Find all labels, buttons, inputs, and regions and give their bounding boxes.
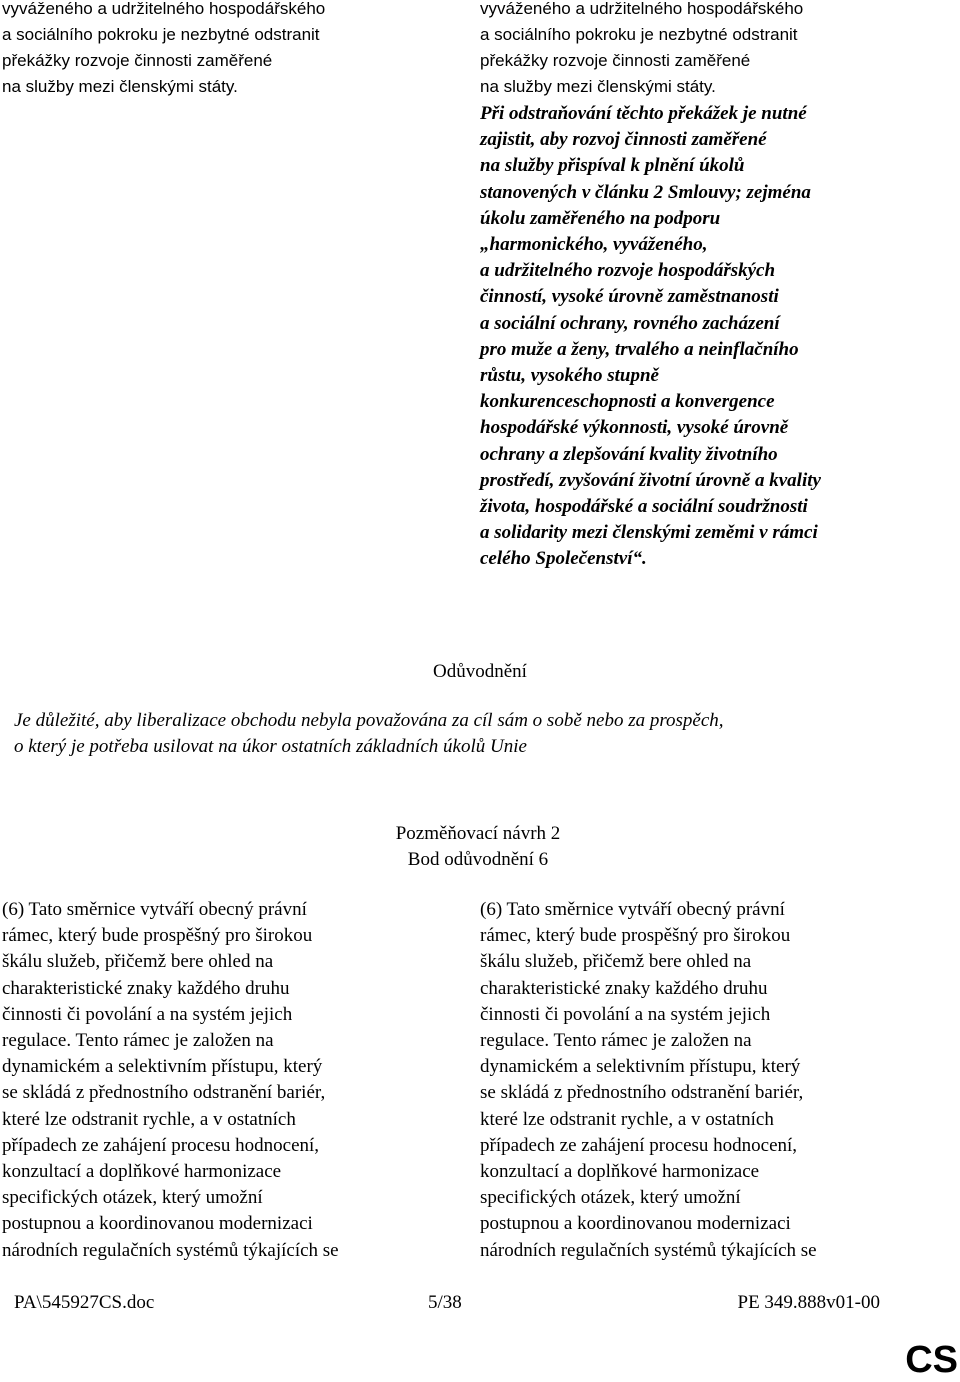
text-line: postupnou a koordinovanou modernizaci xyxy=(2,1213,313,1235)
text-line: charakteristické znaky každého druhu xyxy=(480,977,768,999)
text-line: postupnou a koordinovanou modernizaci xyxy=(480,1213,791,1235)
amended-line: růstu, vysokého stupně xyxy=(480,365,659,387)
justification-text xyxy=(14,708,954,760)
text-line: specifických otázek, který umožní xyxy=(480,1187,741,1209)
text-line: na služby mezi členskými státy. xyxy=(2,77,238,96)
amended-line: konkurenceschopnosti a konvergence xyxy=(480,391,775,413)
amended-line: a sociální ochrany, rovného zacházení xyxy=(480,312,780,334)
text-line: národních regulačních systémů týkajících se xyxy=(480,1239,817,1261)
text-line: činnosti či povolání a na systém jejich xyxy=(2,1003,293,1025)
text-line: dynamickém a selektivním přístupu, který xyxy=(2,1056,323,1078)
bottom-right-text xyxy=(480,897,950,1264)
footer-pe-ref: PE 349.888v01-00 xyxy=(737,1292,880,1313)
text-line: činnosti či povolání a na systém jejich xyxy=(480,1003,771,1025)
amended-line: činností, vysoké úrovně zaměstnanosti xyxy=(480,286,779,308)
top-left-text xyxy=(2,0,452,100)
amended-line: a udržitelného rozvoje hospodářských xyxy=(480,260,776,282)
text-line: regulace. Tento rámec je založen na xyxy=(480,1030,752,1052)
justification-heading: Odůvodnění xyxy=(433,661,527,682)
text-line: rámec, který bude prospěšný pro širokou xyxy=(480,925,791,947)
amended-line: pro muže a ženy, trvalého a neinflačního xyxy=(480,338,799,360)
text-line: regulace. Tento rámec je založen na xyxy=(2,1030,274,1052)
amended-line: celého Společenství“. xyxy=(480,548,647,570)
text-line: (6) Tato směrnice vytváří obecný právní xyxy=(480,899,785,920)
text-line: konzultací a doplňkové harmonizace xyxy=(480,1161,760,1183)
text-line: škálu služeb, přičemž bere ohled na xyxy=(480,951,752,973)
text-line: vyváženého a udržitelného hospodářského xyxy=(2,0,326,18)
text-line: konzultací a doplňkové harmonizace xyxy=(2,1161,282,1183)
amended-line: úkolu zaměřeného na podporu xyxy=(480,207,721,229)
text-line: se skládá z přednostního odstranění bariér, xyxy=(2,1082,326,1104)
justification-line: Je důležité, aby liberalizace obchodu nebyla považována za cíl sám o sobě nebo za prospěch, xyxy=(14,710,724,731)
text-line: překážky rozvoje činnosti zaměřené xyxy=(480,51,751,70)
amended-line: Při odstraňování těchto překážek je nutné xyxy=(480,103,807,124)
amendment-title: Pozměňovací návrh 2 xyxy=(395,823,561,844)
language-code: CS xyxy=(905,1339,958,1381)
text-line: charakteristické znaky každého druhu xyxy=(2,977,290,999)
amended-line: stanovených v článku 2 Smlouvy; zejména xyxy=(480,181,811,203)
text-line: se skládá z přednostního odstranění bariér, xyxy=(480,1082,804,1104)
amended-line: „harmonického, vyváženého, xyxy=(480,234,708,256)
text-line: vyváženého a udržitelného hospodářského xyxy=(480,0,804,18)
text-line: případech ze zahájení procesu hodnocení, xyxy=(480,1134,798,1156)
text-line: národních regulačních systémů týkajících se xyxy=(2,1239,339,1261)
text-line: na služby mezi členskými státy. xyxy=(480,77,716,96)
amended-line: hospodářské výkonnosti, vysoké úrovně xyxy=(480,417,789,439)
text-line: rámec, který bude prospěšný pro širokou xyxy=(2,925,313,947)
top-right-text xyxy=(480,0,950,100)
justification-line: o který je potřeba usilovat na úkor ostatních základních úkolů Unie xyxy=(14,736,527,758)
amended-line: ochrany a zlepšování kvality životního xyxy=(480,443,778,465)
text-line: které lze odstranit rychle, a v ostatních xyxy=(2,1108,296,1130)
amended-text xyxy=(480,101,950,573)
amended-line: prostředí, zvyšování životní úrovně a kvality xyxy=(480,469,821,491)
bottom-left-text xyxy=(2,897,452,1264)
amended-line: a solidarity mezi členskými zeměmi v rámci xyxy=(480,522,818,544)
text-line: překážky rozvoje činnosti zaměřené xyxy=(2,51,273,70)
footer-doc-ref: PA\545927CS.doc xyxy=(14,1292,155,1313)
text-line: případech ze zahájení procesu hodnocení, xyxy=(2,1134,320,1156)
amendment-subtitle: Bod odůvodnění 6 xyxy=(407,849,549,870)
footer-page-number: 5/38 xyxy=(428,1292,462,1313)
text-line: škálu služeb, přičemž bere ohled na xyxy=(2,951,274,973)
text-line: (6) Tato směrnice vytváří obecný právní xyxy=(2,899,307,920)
amended-line: na služby přispíval k plnění úkolů xyxy=(480,155,745,177)
text-line: které lze odstranit rychle, a v ostatních xyxy=(480,1108,774,1130)
amended-line: života, hospodářské a sociální soudržnosti xyxy=(480,496,808,518)
text-line: a sociálního pokroku je nezbytné odstranit xyxy=(480,25,798,44)
text-line: specifických otázek, který umožní xyxy=(2,1187,263,1209)
text-line: dynamickém a selektivním přístupu, který xyxy=(480,1056,801,1078)
text-line: a sociálního pokroku je nezbytné odstranit xyxy=(2,25,320,44)
amended-line: zajistit, aby rozvoj činnosti zaměřené xyxy=(480,129,767,151)
